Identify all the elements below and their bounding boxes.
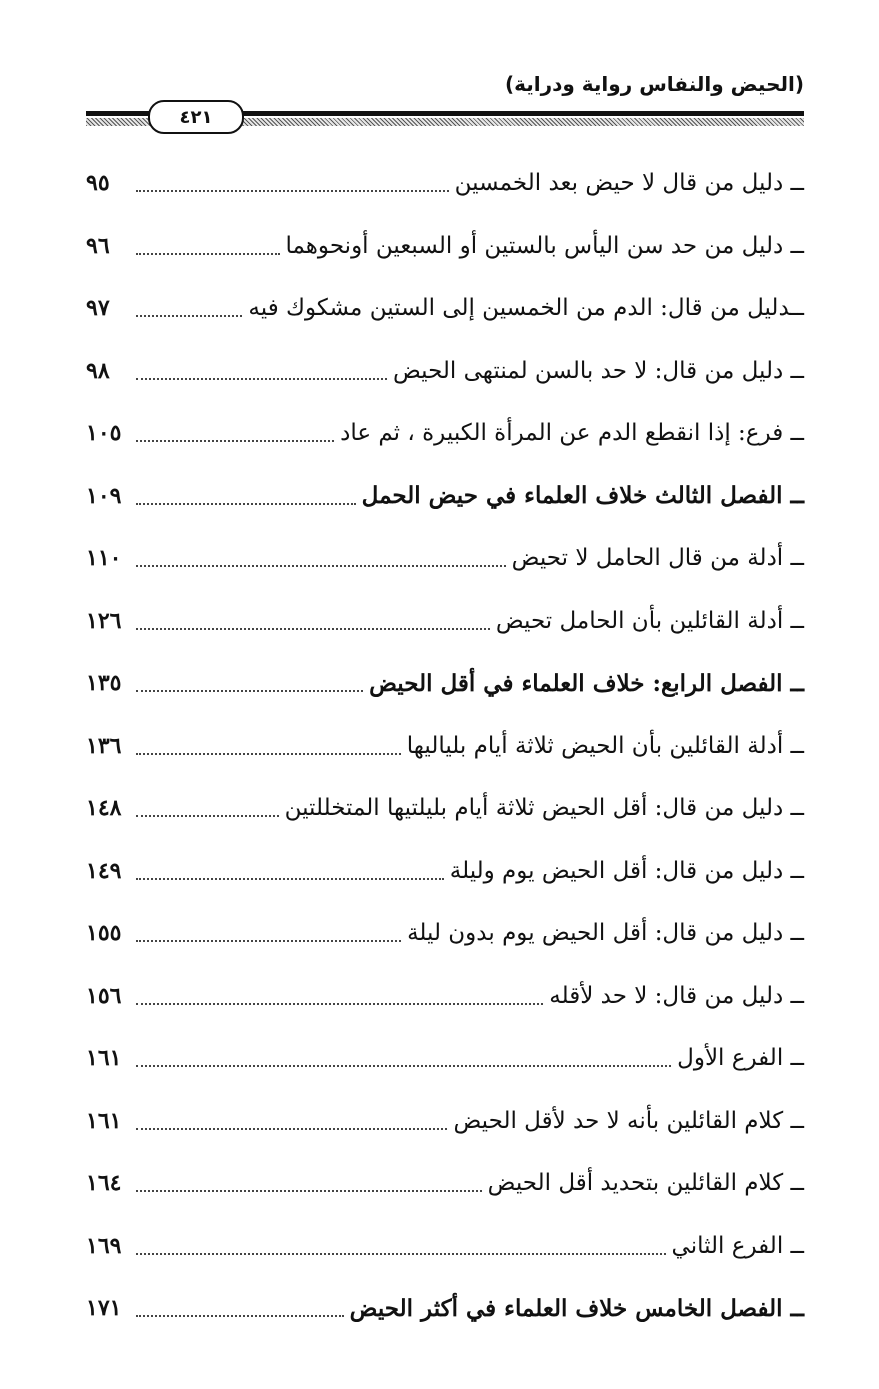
- toc-entry-page: ١٥٥: [86, 920, 122, 947]
- toc-entry-page: ١٥٦: [86, 982, 122, 1009]
- toc-entry: [86, 402, 804, 465]
- dot-leader: [136, 190, 449, 192]
- toc-entry-title: ــ الفرع الثاني: [671, 1232, 804, 1259]
- toc-entry-title: ــ الفصل الخامس خلاف العلماء في أكثر الحيض: [349, 1294, 804, 1322]
- toc-entry: [86, 1152, 804, 1215]
- toc-entry-page: ١١٠: [86, 545, 122, 572]
- toc-entry-page: ١٠٥: [86, 420, 122, 447]
- toc-entry: [86, 1277, 804, 1340]
- toc-entry: [86, 1027, 804, 1090]
- toc-entry: [86, 1090, 804, 1153]
- dot-leader: [136, 878, 444, 880]
- toc-entry-page: ١٦١: [86, 1107, 122, 1134]
- toc-entry: [86, 215, 804, 278]
- dot-leader: [136, 1065, 671, 1067]
- dot-leader: [136, 253, 280, 255]
- dot-leader: [136, 690, 363, 692]
- toc-entry-title: ــ كلام القائلين بتحديد أقل الحيض: [487, 1170, 804, 1197]
- toc-entry-title: ــ الفصل الرابع: خلاف العلماء في أقل الحيض: [369, 669, 804, 697]
- dot-leader: [136, 503, 356, 505]
- toc-entry-page: ١٣٦: [86, 732, 122, 759]
- toc-entry-page: ٩٨: [86, 357, 110, 384]
- toc-entry-title: ــ دليل من قال: أقل الحيض يوم بدون ليلة: [407, 920, 804, 947]
- dot-leader: [136, 1253, 666, 1255]
- toc-entry-page: ١٦١: [86, 1045, 122, 1072]
- toc-entry-title: ــ دليل من قال: أقل الحيض ثلاثة أيام بليلتيها المتخللتين: [284, 795, 804, 822]
- dot-leader: [136, 440, 334, 442]
- toc-entry-title: ــ أدلة القائلين بأن الحيض ثلاثة أيام بلياليها: [406, 732, 804, 759]
- toc-entry-title: ــ دليل من قال: لا حد لأقله: [549, 982, 804, 1009]
- toc-entry-page: ١٠٩: [86, 482, 122, 509]
- toc-entry: [86, 652, 804, 715]
- toc-entry-title: ــ أدلة من قال الحامل لا تحيض: [511, 545, 804, 572]
- toc-entry-title: ــ فرع: إذا انقطع الدم عن المرأة الكبيرة ، ثم عاد: [340, 420, 804, 447]
- book-title: (الحيض والنفاس رواية ودراية): [504, 72, 804, 96]
- toc-entry: [86, 777, 804, 840]
- toc-entry-page: ١٧١: [86, 1295, 122, 1322]
- toc-entry-title: ــ كلام القائلين بأنه لا حد لأقل الحيض: [453, 1107, 804, 1134]
- toc-entry-title: ــ دليل من حد سن اليأس بالستين أو السبعين أونحوهما: [285, 232, 804, 259]
- toc-entry: [86, 590, 804, 653]
- toc-entry-page: ١٣٥: [86, 670, 122, 697]
- toc-entry-title: ــ الفصل الثالث خلاف العلماء في حيض الحمل: [361, 482, 804, 510]
- toc-entry: [86, 1215, 804, 1278]
- toc-entry-page: ٩٧: [86, 295, 110, 322]
- page-number: ٤٢١: [148, 100, 244, 134]
- toc-entry-page: ١٦٩: [86, 1232, 122, 1259]
- toc-entry: [86, 277, 804, 340]
- toc-entry: [86, 152, 804, 215]
- toc-entry-title: ــ أدلة القائلين بأن الحامل تحيض: [495, 607, 804, 634]
- toc-entry: [86, 965, 804, 1028]
- toc-entry-title: ــ الفرع الأول: [677, 1045, 804, 1072]
- toc-entry: [86, 840, 804, 903]
- toc-entry-title: ــدليل من قال: الدم من الخمسين إلى الستين مشكوك فيه: [248, 295, 804, 322]
- dot-leader: [136, 940, 401, 942]
- toc-entry-title: ــ دليل من قال لا حيض بعد الخمسين: [454, 170, 804, 197]
- toc-entry-page: ١٤٨: [86, 795, 122, 822]
- dot-leader: [136, 815, 279, 817]
- toc-entry-page: ١٢٦: [86, 607, 122, 634]
- dot-leader: [136, 628, 490, 630]
- toc-entry-title: ــ دليل من قال: أقل الحيض يوم وليلة: [449, 857, 804, 884]
- toc-entry-page: ١٦٤: [86, 1170, 122, 1197]
- toc-entry: [86, 527, 804, 590]
- dot-leader: [136, 1315, 344, 1317]
- dot-leader: [136, 378, 387, 380]
- toc-entry: [86, 340, 804, 403]
- toc-entry: [86, 902, 804, 965]
- toc-entry: [86, 465, 804, 528]
- dot-leader: [136, 1190, 482, 1192]
- table-of-contents: [86, 152, 804, 1340]
- toc-entry-page: ٩٦: [86, 232, 110, 259]
- toc-entry-page: ١٤٩: [86, 857, 122, 884]
- toc-entry-title: ــ دليل من قال: لا حد بالسن لمنتهى الحيض: [392, 357, 804, 384]
- dot-leader: [136, 565, 506, 567]
- page-header: [86, 68, 804, 128]
- dot-leader: [136, 753, 401, 755]
- dot-leader: [136, 1128, 447, 1130]
- toc-entry-page: ٩٥: [86, 170, 110, 197]
- toc-entry: [86, 715, 804, 778]
- dot-leader: [136, 1003, 543, 1005]
- dot-leader: [136, 315, 242, 317]
